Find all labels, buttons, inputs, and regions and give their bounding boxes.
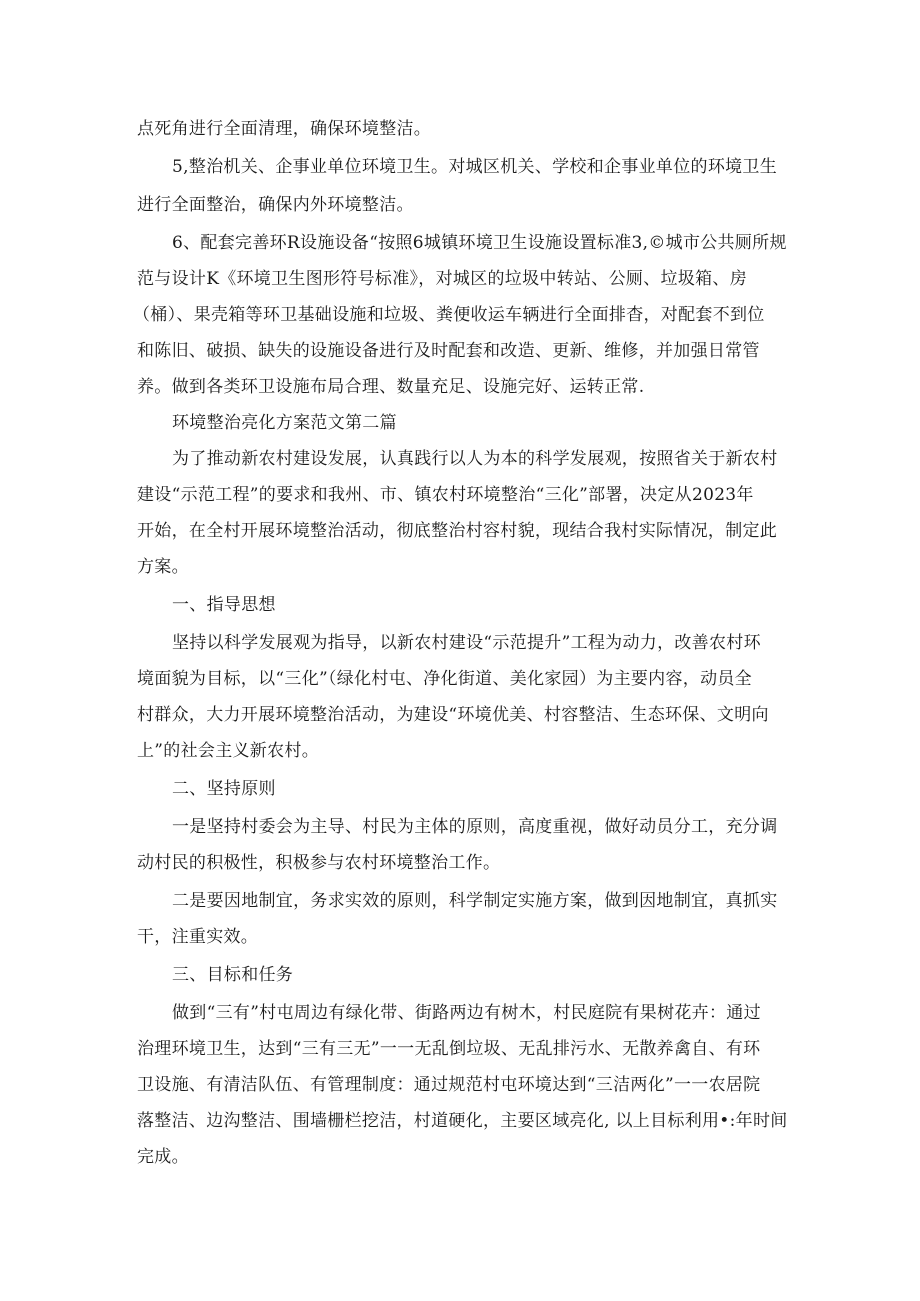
text-line: 卫设施、有清洁队伍、有管理制度：通过规范村屯环境达到“三洁两化”一一农居院 — [137, 1075, 761, 1095]
text-line: 村群众，大力开展环境整治活动，为建设“环境优美、村容整洁、生态环保、文明向 — [137, 705, 769, 725]
text-line: 范与设计K《环境卫生图形符号标准》，对城区的垃圾中转站、公厕、垃圾箱、房 — [137, 269, 747, 289]
text-line: （桶）、果壳箱等环卫基础设施和垃圾、粪便收运车辆进行全面排杳，对配套不到位 — [133, 305, 765, 325]
section-heading: 一、指导思想 — [172, 595, 276, 615]
text-line: 干，注重实效。 — [137, 927, 259, 947]
text-line: 落整洁、边沟整洁、围墙栅栏挖洁，村道硬化，主要区域亮化, 以上目标利用•:年时间 — [137, 1111, 788, 1131]
text-line: 治理环境卫生，达到“三有三无”一一无乱倒垃圾、无乱排污水、无散养禽自、有环 — [137, 1039, 761, 1059]
text-line: 方案。 — [137, 557, 189, 577]
text-line: 上”的社会主义新农村。 — [137, 741, 319, 761]
section-heading: 二、坚持原则 — [172, 779, 276, 799]
text-line: 一是坚持村委会为主导、村民为主体的原则，高度重视，做好动员分工，充分调 — [172, 817, 778, 837]
text-line: 坚持以科学发展观为指导，以新农村建设“示范提升”工程为动力，改善农村环 — [172, 633, 761, 653]
text-line: 5,整治机关、企事业单位环境卫生。对城区机关、学校和企事业单位的环境卫生 — [172, 157, 778, 177]
section-heading: 环境整治亮化方案范文第二篇 — [172, 413, 397, 433]
text-line: 6、配套完善环R设施设备“按照6城镇环境卫生设施设置标准3,©城市公共厕所规 — [172, 233, 787, 253]
text-line: 开始，在全村开展环境整治活动，彻底整治村容村貌，现结合我村实际情况，制定此 — [137, 521, 778, 541]
text-line: 完成。 — [137, 1147, 189, 1167]
text-line: 和陈旧、破损、缺失的设施设备进行及时配套和改造、更新、维修，并加强日常管 — [137, 341, 760, 361]
section-heading: 三、目标和任务 — [172, 965, 294, 985]
text-line: 点死角进行全面清理，确保环境整洁。 — [137, 119, 432, 139]
text-line: 为了推动新农村建设发展，认真践行以人为本的科学发展观，按照省关于新农村 — [172, 449, 778, 469]
text-line: 动村民的积极性，积极参与农村环境整治工作。 — [137, 853, 501, 873]
text-line: 进行全面整治，确保内外环境整洁。 — [137, 195, 414, 215]
text-line: 养。做到各类环卫设施布局合理、数量充足、设施完好、运转正常. — [137, 377, 645, 397]
text-line: 建设“示范工程”的要求和我州、市、镇农村环境整治“三化”部署，决定从2023年 — [137, 485, 754, 505]
text-line: 二是要因地制宜，务求实效的原则，科学制定实施方案，做到因地制宜，真抓实 — [172, 891, 778, 911]
text-line: 做到“三有”村屯周边有绿化带、街路两边有树木，村民庭院有果树花卉：通过 — [172, 1003, 761, 1023]
text-line: 境面貌为目标，以“三化”（绿化村屯、净化街道、美化家园）为主要内容，动员全 — [137, 669, 752, 689]
